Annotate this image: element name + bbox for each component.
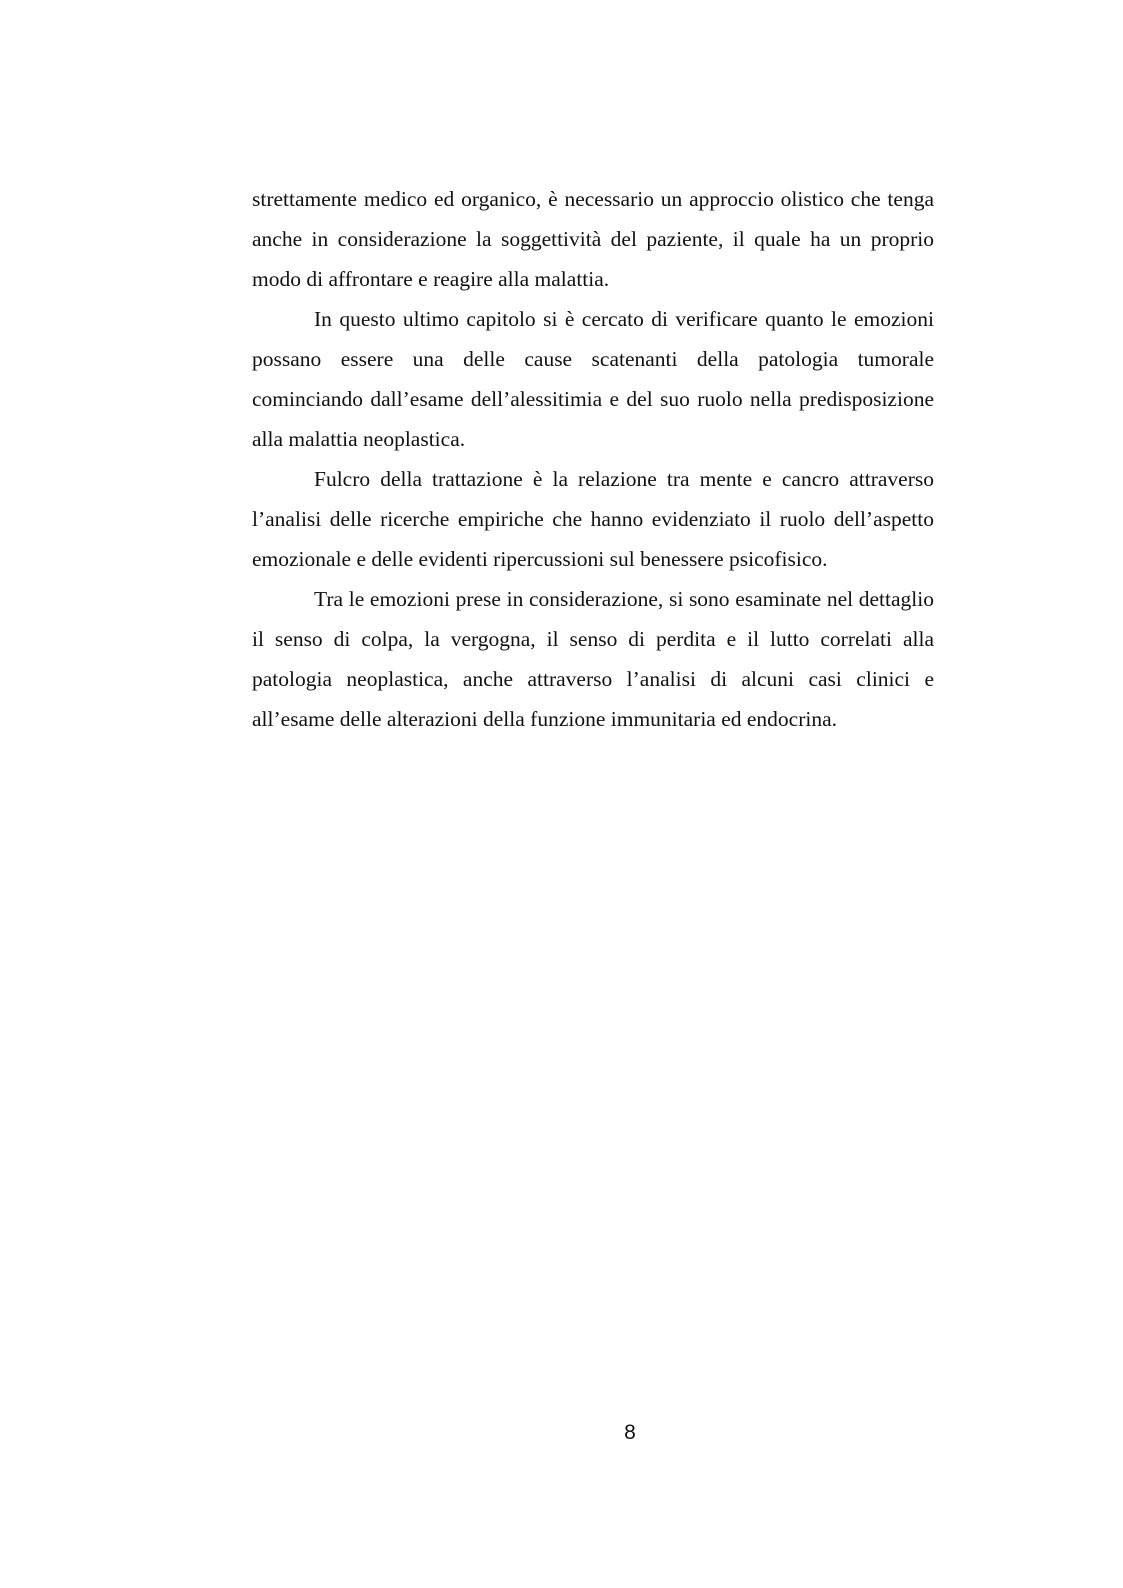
body-text (252, 179, 934, 739)
paragraph-focus: Fulcro della trattazione è la relazione tra mente e cancro attraverso l’analisi delle ricerche empiriche che hanno evidenziato il ruolo dell’aspetto emozionale e delle evidenti ripercussioni sul benessere psicofisico. (252, 467, 934, 571)
paragraph-chapter-summary: In questo ultimo capitolo si è cercato di verificare quanto le emozioni possano essere una delle cause scatenanti della patologia tumorale cominciando dall’esame dell’alessitimia e del suo ruolo nella predisposizione alla malattia neoplastica. (252, 307, 934, 451)
paragraph-emotions: Tra le emozioni prese in considerazione, si sono esaminate nel dettaglio il senso di colpa, la vergogna, il senso di perdita e il lutto correlati alla patologia neoplastica, anche attraverso l’analisi di alcuni casi clinici e all’esame delle alterazioni della funzione immunitaria ed endocrina. (252, 587, 934, 731)
paragraph-continuation: strettamente medico ed organico, è necessario un approccio olistico che tenga anche in considerazione la soggettività del paziente, il quale ha un proprio modo di affrontare e reagire alla malattia. (252, 187, 934, 291)
page-number: 8 (624, 1421, 636, 1444)
